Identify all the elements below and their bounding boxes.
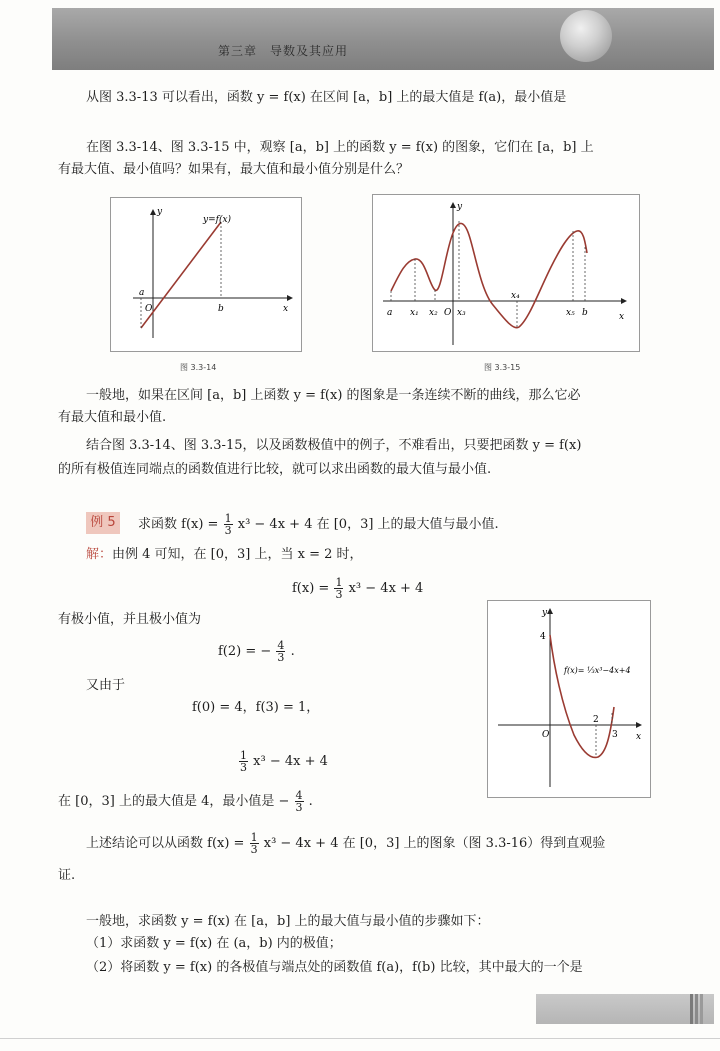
origin-label: O — [444, 308, 452, 318]
caption-3-3-14: 图 3.3-14 — [180, 363, 217, 372]
x-label: x — [636, 732, 642, 742]
header-decoration — [560, 10, 612, 62]
x-arrow — [621, 298, 627, 304]
figure-3-3-14-graph — [111, 198, 301, 351]
y-arrow — [547, 608, 553, 614]
paragraph-2-line-1: 在图 3.3-14、图 3.3-15 中，观察 [a，b] 上的函数 y = f(x) 的图象，它们在 [a，b] 上 — [86, 140, 594, 155]
fraction-four-thirds: $\frac{4}{3}$ — [277, 639, 285, 664]
footer-line — [0, 1038, 720, 1039]
fraction-one-third: $\frac{1}{3}$ — [224, 512, 232, 537]
fraction-four-thirds: $\frac{4}{3}$ — [295, 789, 303, 814]
x-arrow — [287, 295, 293, 301]
footer-band — [536, 994, 714, 1024]
paragraph-3-line-1: 一般地，如果在区间 [a，b] 上函数 y = f(x) 的图象是一条连续不断的曲线，那么它必 — [86, 388, 581, 403]
y-value-4: 4 — [540, 632, 546, 642]
figure-3-3-15-graph — [373, 195, 639, 351]
chapter-title: 第三章 导数及其应用 — [218, 44, 349, 58]
verify-line-1: 上述结论可以从函数 f(x) = $\frac{1}{3}$ x³ − 4x + 4 在 [0，3] 上的图象（图 3.3-16）得到直观验 — [86, 831, 606, 856]
example-5-tag: 例 5 — [86, 512, 120, 534]
a-label: a — [139, 288, 145, 298]
equation-fx-repeat: $\frac{1}{3}$ x³ − 4x + 4 — [240, 749, 328, 774]
equation-fx: f(x) = $\frac{1}{3}$ x³ − 4x + 4 — [292, 576, 424, 601]
fraction-one-third: $\frac{1}{3}$ — [240, 749, 247, 774]
steps-intro: 一般地，求函数 y = f(x) 在 [a，b] 上的最大值与最小值的步骤如下： — [86, 914, 490, 929]
y-label: y — [542, 608, 548, 618]
y-arrow — [150, 209, 156, 215]
x-value-2: 2 — [593, 715, 599, 725]
verify-line-2: 证. — [58, 868, 76, 883]
fraction-one-third: $\frac{1}{3}$ — [250, 831, 258, 856]
figure-3-3-15 — [372, 194, 640, 352]
x5-label: x₅ — [566, 308, 575, 318]
fraction-one-third: $\frac{1}{3}$ — [335, 576, 343, 601]
caption-3-3-15: 图 3.3-15 — [484, 363, 521, 372]
x-arrow — [636, 722, 642, 728]
x-label: x — [619, 312, 625, 322]
y-label: y — [457, 202, 463, 212]
b-label: b — [582, 308, 588, 318]
example-5-prefix: 求函数 f(x) = — [138, 517, 219, 532]
x4-label: x₄ — [511, 291, 520, 301]
figure-3-3-14 — [110, 197, 302, 352]
x-label: x — [283, 304, 289, 314]
x-value-3: 3 — [612, 730, 618, 740]
equation-f2: f(2) = − $\frac{4}{3}$ . — [218, 639, 295, 664]
x3-label: x₃ — [457, 308, 466, 318]
figure-3-3-16-graph — [488, 601, 650, 797]
function-label: f(x)= ⅓x³−4x+4 — [564, 666, 631, 675]
x1-label: x₁ — [410, 308, 419, 318]
minimum-line: 有极小值，并且极小值为 — [58, 612, 202, 627]
equation-f0-f3: f(0) = 4，f(3) = 1， — [192, 700, 320, 715]
function-curve — [550, 635, 614, 757]
footer-stripes — [690, 994, 708, 1024]
example-5-statement — [138, 513, 499, 536]
y-arrow — [450, 202, 456, 208]
figure-3-3-16 — [487, 600, 651, 798]
function-label: y=f(x) — [203, 215, 232, 225]
chapter-header-band — [52, 8, 714, 70]
a-label: a — [387, 308, 393, 318]
y-label: y — [157, 207, 163, 217]
step-1: （1）求函数 y = f(x) 在 (a，b) 内的极值； — [86, 936, 342, 951]
paragraph-1: 从图 3.3-13 可以看出，函数 y = f(x) 在区间 [a，b] 上的最大值是 f(a)，最小值是 — [86, 90, 567, 105]
solution-label: 解： — [86, 547, 113, 562]
function-curve — [391, 223, 587, 327]
solution-line-1 — [86, 545, 363, 565]
paragraph-4-line-2: 的所有极值连同端点的函数值进行比较，就可以求出函数的最大值与最小值. — [58, 462, 492, 477]
origin-label: O — [542, 730, 550, 740]
origin-label: O — [145, 304, 153, 314]
example-5-suffix: x³ − 4x + 4 在 [0，3] 上的最大值与最小值. — [237, 517, 499, 532]
also-line: 又由于 — [86, 678, 126, 693]
step-2: （2）将函数 y = f(x) 的各极值与端点处的函数值 f(a)，f(b) 比较，其中最大的一个是 — [86, 960, 583, 975]
conclusion-line: 在 [0，3] 上的最大值是 4，最小值是 − $\frac{4}{3}$ . — [58, 789, 313, 814]
paragraph-2-line-2: 有最大值、最小值吗？如果有，最大值和最小值分别是什么？ — [58, 162, 410, 177]
paragraph-4-line-1: 结合图 3.3-14、图 3.3-15，以及函数极值中的例子，不难看出，只要把函数 y = f(x) — [86, 438, 582, 453]
solution-text-1: 由例 4 可知，在 [0，3] 上，当 x = 2 时， — [112, 547, 363, 562]
paragraph-3-line-2: 有最大值和最小值. — [58, 410, 167, 425]
x2-label: x₂ — [429, 308, 438, 318]
b-label: b — [218, 304, 224, 314]
